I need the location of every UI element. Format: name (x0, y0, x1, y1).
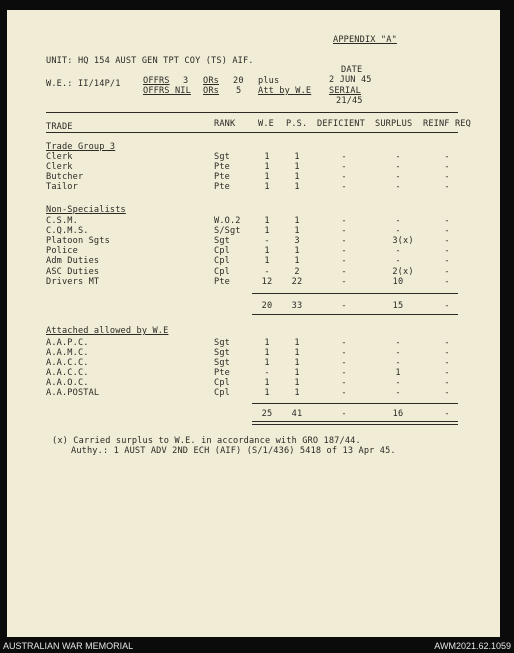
cell-we: 1 (264, 256, 270, 266)
cell-ps: 1 (294, 152, 300, 162)
cell-reinf: - (444, 182, 450, 192)
cell-trade: A.A.C.C. (46, 368, 89, 378)
cell-ps: 2 (294, 267, 300, 277)
cell-ps: 1 (294, 182, 300, 192)
cell-rank: Pte (214, 368, 230, 378)
subtotal-surplus: 15 (392, 301, 404, 311)
cell-deficient: - (341, 246, 347, 256)
cell-surplus: - (395, 348, 401, 358)
table-header-rule (46, 132, 458, 133)
cell-surplus: - (395, 216, 401, 226)
cell-deficient: - (341, 358, 347, 368)
subtotal-reinf: - (444, 301, 450, 311)
cell-trade: Adm Duties (46, 256, 100, 266)
col-header-ps: P.S. (286, 119, 308, 129)
offrs-att-label: OFFRS NIL (143, 86, 191, 96)
cell-rank: W.O.2 (214, 216, 241, 226)
cell-reinf: - (444, 152, 450, 162)
cell-reinf: - (444, 246, 450, 256)
ors-att-label: ORs (203, 86, 219, 96)
cell-ps: 22 (291, 277, 303, 287)
cell-ps: 1 (294, 256, 300, 266)
offrs-value: 3 (183, 76, 189, 86)
cell-we: 1 (264, 172, 270, 182)
cell-deficient: - (341, 368, 347, 378)
footer-source: AUSTRALIAN WAR MEMORIAL (3, 641, 134, 651)
section-title: Trade Group 3 (46, 142, 116, 152)
cell-ps: 1 (294, 378, 300, 388)
cell-surplus: - (395, 338, 401, 348)
total-ps: 41 (291, 409, 303, 419)
cell-trade: A.A.P.C. (46, 338, 89, 348)
serial-value: 21/45 (336, 96, 363, 106)
cell-trade: Clerk (46, 162, 73, 172)
col-header-surplus: SURPLUS (375, 119, 413, 129)
cell-we: 1 (264, 226, 270, 236)
section-title: Attached allowed by W.E (46, 326, 169, 336)
cell-trade: A.A.C.C. (46, 358, 89, 368)
cell-rank: Sgt (214, 152, 230, 162)
cell-reinf: - (444, 368, 450, 378)
cell-ps: 1 (294, 226, 300, 236)
date-value: 2 JUN 45 (329, 75, 372, 85)
cell-rank: Cpl (214, 267, 230, 277)
document-page (7, 10, 500, 637)
total-double-rule-2 (252, 424, 458, 425)
cell-rank: Sgt (214, 236, 230, 246)
cell-surplus: - (395, 226, 401, 236)
cell-ps: 1 (294, 338, 300, 348)
cell-surplus: 2(x) (392, 267, 414, 277)
cell-deficient: - (341, 182, 347, 192)
cell-we: 1 (264, 152, 270, 162)
cell-surplus: 10 (392, 277, 404, 287)
serial-label: SERIAL (329, 86, 361, 96)
cell-deficient: - (341, 226, 347, 236)
total-deficient: - (341, 409, 347, 419)
cell-we: - (264, 368, 270, 378)
col-header-rank: RANK (214, 119, 236, 129)
cell-trade: Police (46, 246, 78, 256)
cell-rank: Pte (214, 172, 230, 182)
cell-rank: Sgt (214, 338, 230, 348)
ors-label: ORs (203, 76, 219, 86)
cell-ps: 1 (294, 388, 300, 398)
we-label: W.E.: II/14P/1 (46, 79, 121, 89)
total-reinf: - (444, 409, 450, 419)
cell-rank: S/Sgt (214, 226, 241, 236)
ors-att-value: 5 (236, 86, 242, 96)
cell-trade: Drivers MT (46, 277, 100, 287)
footnote-line-1: (x) Carried surplus to W.E. in accordance with GRO 187/44. (52, 436, 361, 446)
total-rule (252, 403, 458, 404)
cell-trade: A.A.POSTAL (46, 388, 100, 398)
cell-surplus: - (395, 378, 401, 388)
unit-line: UNIT: HQ 154 AUST GEN TPT COY (TS) AIF. (46, 56, 254, 66)
cell-reinf: - (444, 162, 450, 172)
cell-ps: 3 (294, 236, 300, 246)
col-header-trade: TRADE (46, 122, 73, 132)
cell-reinf: - (444, 267, 450, 277)
cell-we: 1 (264, 246, 270, 256)
subtotal-bottom-rule (252, 314, 458, 315)
cell-deficient: - (341, 267, 347, 277)
cell-ps: 1 (294, 246, 300, 256)
cell-we: 1 (264, 338, 270, 348)
total-surplus: 16 (392, 409, 404, 419)
cell-reinf: - (444, 236, 450, 246)
cell-we: 1 (264, 348, 270, 358)
offrs-label: OFFRS (143, 76, 170, 86)
cell-rank: Cpl (214, 246, 230, 256)
cell-surplus: 3(x) (392, 236, 414, 246)
cell-surplus: 1 (395, 368, 401, 378)
appendix-heading: APPENDIX "A" (333, 35, 397, 45)
cell-rank: Pte (214, 182, 230, 192)
cell-we: 1 (264, 388, 270, 398)
cell-deficient: - (341, 388, 347, 398)
cell-deficient: - (341, 162, 347, 172)
cell-reinf: - (444, 378, 450, 388)
cell-we: 1 (264, 162, 270, 172)
cell-reinf: - (444, 338, 450, 348)
cell-surplus: - (395, 172, 401, 182)
subtotal-we: 20 (261, 301, 273, 311)
cell-we: - (264, 236, 270, 246)
ors-value: 20 (233, 76, 244, 86)
footnote-line-2: Authy.: 1 AUST ADV 2ND ECH (AIF) (S/1/436) 5418 of 13 Apr 45. (71, 446, 396, 456)
cell-reinf: - (444, 256, 450, 266)
table-top-rule (46, 112, 458, 113)
section-title: Non-Specialists (46, 205, 126, 215)
cell-trade: Butcher (46, 172, 84, 182)
cell-we: 1 (264, 358, 270, 368)
cell-rank: Pte (214, 162, 230, 172)
cell-deficient: - (341, 152, 347, 162)
cell-rank: Sgt (214, 348, 230, 358)
cell-surplus: - (395, 388, 401, 398)
cell-deficient: - (341, 338, 347, 348)
cell-rank: Sgt (214, 358, 230, 368)
cell-we: 1 (264, 216, 270, 226)
total-we: 25 (261, 409, 273, 419)
cell-ps: 1 (294, 348, 300, 358)
cell-we: - (264, 267, 270, 277)
cell-surplus: - (395, 246, 401, 256)
cell-rank: Cpl (214, 256, 230, 266)
cell-trade: A.A.O.C. (46, 378, 89, 388)
plus-text: plus (258, 76, 280, 86)
cell-trade: C.S.M. (46, 216, 78, 226)
cell-ps: 1 (294, 172, 300, 182)
cell-we: 12 (261, 277, 273, 287)
cell-trade: Platoon Sgts (46, 236, 110, 246)
total-double-rule-1 (252, 421, 458, 422)
cell-reinf: - (444, 216, 450, 226)
cell-reinf: - (444, 388, 450, 398)
cell-ps: 1 (294, 358, 300, 368)
col-header-reinf: REINF REQ (423, 119, 471, 129)
cell-trade: C.Q.M.S. (46, 226, 89, 236)
subtotal-rule (252, 293, 458, 294)
cell-deficient: - (341, 236, 347, 246)
cell-trade: ASC Duties (46, 267, 100, 277)
cell-we: 1 (264, 182, 270, 192)
cell-deficient: - (341, 216, 347, 226)
cell-ps: 1 (294, 368, 300, 378)
cell-reinf: - (444, 358, 450, 368)
cell-trade: Tailor (46, 182, 78, 192)
cell-surplus: - (395, 162, 401, 172)
col-header-deficient: DEFICIENT (317, 119, 365, 129)
cell-surplus: - (395, 358, 401, 368)
cell-surplus: - (395, 152, 401, 162)
subtotal-ps: 33 (291, 301, 303, 311)
cell-rank: Pte (214, 277, 230, 287)
cell-trade: Clerk (46, 152, 73, 162)
cell-reinf: - (444, 348, 450, 358)
cell-rank: Cpl (214, 388, 230, 398)
cell-surplus: - (395, 182, 401, 192)
date-label: DATE (341, 65, 363, 75)
cell-reinf: - (444, 172, 450, 182)
subtotal-deficient: - (341, 301, 347, 311)
cell-reinf: - (444, 277, 450, 287)
cell-deficient: - (341, 277, 347, 287)
cell-ps: 1 (294, 216, 300, 226)
cell-surplus: - (395, 256, 401, 266)
cell-deficient: - (341, 378, 347, 388)
col-header-we: W.E (258, 119, 274, 129)
att-by-text: Att by W.E (258, 86, 312, 96)
cell-deficient: - (341, 172, 347, 182)
cell-rank: Cpl (214, 378, 230, 388)
cell-reinf: - (444, 226, 450, 236)
cell-trade: A.A.M.C. (46, 348, 89, 358)
cell-we: 1 (264, 378, 270, 388)
cell-deficient: - (341, 256, 347, 266)
cell-ps: 1 (294, 162, 300, 172)
cell-deficient: - (341, 348, 347, 358)
footer-accession: AWM2021.62.1059 (434, 641, 511, 651)
